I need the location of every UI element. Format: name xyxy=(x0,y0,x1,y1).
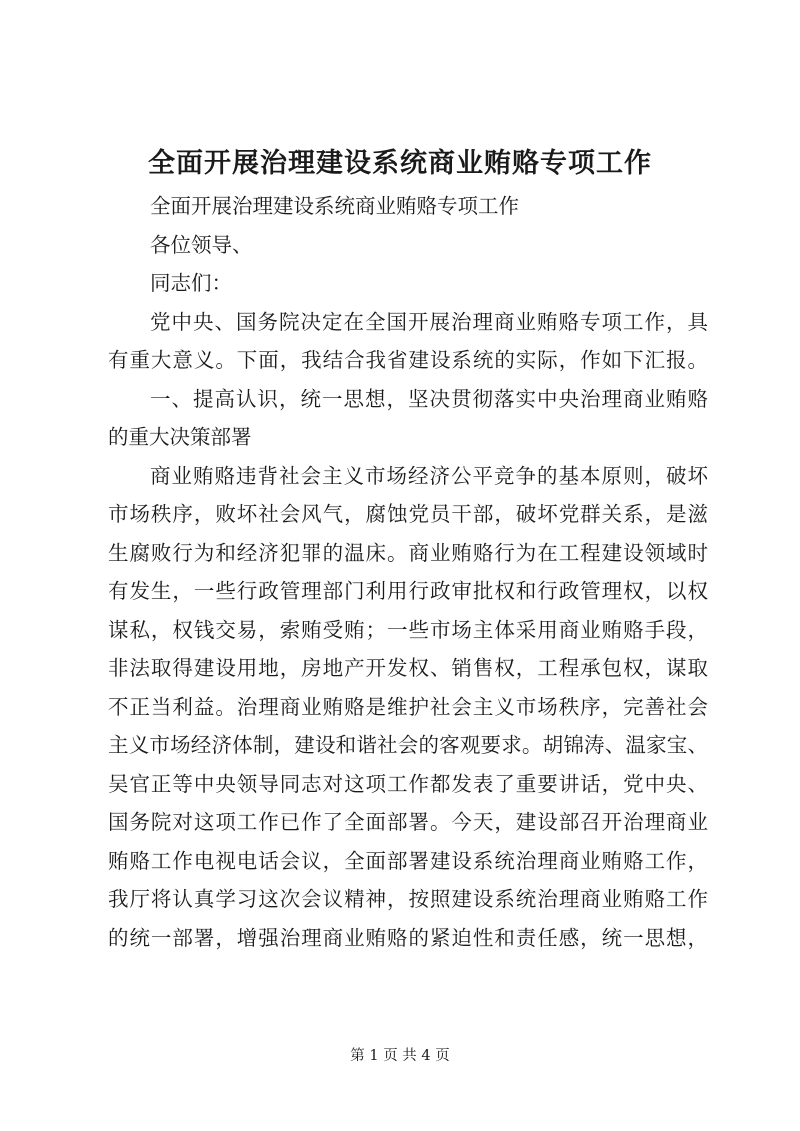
text-line: 谋私，权钱交易，索贿受贿；一些市场主体采用商业贿赂手段， xyxy=(108,617,708,642)
text-line: 各位领导、 xyxy=(150,232,253,257)
text-line: 非法取得建设用地，房地产开发权、销售权，工程承包权，谋取 xyxy=(108,656,708,680)
text-line: 全面开展治理建设系统商业贿赂专项工作 xyxy=(150,194,519,218)
text-line: 同志们： xyxy=(150,271,232,295)
text-line: 生腐败行为和经济犯罪的温床。商业贿赂行为在工程建设领域时 xyxy=(108,540,708,565)
text-line: 的统一部署，增强治理商业贿赂的紧迫性和责任感，统一思想， xyxy=(108,925,708,950)
text-line: 主义市场经济体制，建设和谐社会的客观要求。胡锦涛、温家宝、 xyxy=(108,733,708,757)
text-line: 国务院对这项工作已作了全面部署。今天，建设部召开治理商业 xyxy=(108,810,708,834)
text-line: 吴官正等中央领导同志对这项工作都发表了重要讲话，党中央、 xyxy=(108,771,708,796)
text-line: 市场秩序，败坏社会风气，腐蚀党员干部，破坏党群关系，是滋 xyxy=(108,502,708,526)
document-title: 全面开展治理建设系统商业贿赂专项工作 xyxy=(148,148,652,179)
text-line: 商业贿赂违背社会主义市场经济公平竞争的基本原则，破坏 xyxy=(150,463,708,488)
page-footer: 第 1 页 共 4 页 xyxy=(350,1048,450,1064)
text-line: 有发生，一些行政管理部门利用行政审批权和行政管理权，以权 xyxy=(108,579,708,603)
text-line: 的重大决策部署 xyxy=(108,425,252,449)
text-line: 党中央、国务院决定在全国开展治理商业贿赂专项工作，具 xyxy=(150,309,708,334)
text-line: 我厅将认真学习这次会议精神，按照建设系统治理商业贿赂工作 xyxy=(108,887,708,911)
document-body xyxy=(108,187,708,957)
text-line: 不正当利益。治理商业贿赂是维护社会主义市场秩序，完善社会 xyxy=(108,694,708,719)
text-line: 有重大意义。下面，我结合我省建设系统的实际，作如下汇报。 xyxy=(108,348,708,372)
text-line: 贿赂工作电视电话会议，全面部署建设系统治理商业贿赂工作， xyxy=(108,848,708,873)
text-line: 一、提高认识，统一思想，坚决贯彻落实中央治理商业贿赂 xyxy=(150,386,708,411)
